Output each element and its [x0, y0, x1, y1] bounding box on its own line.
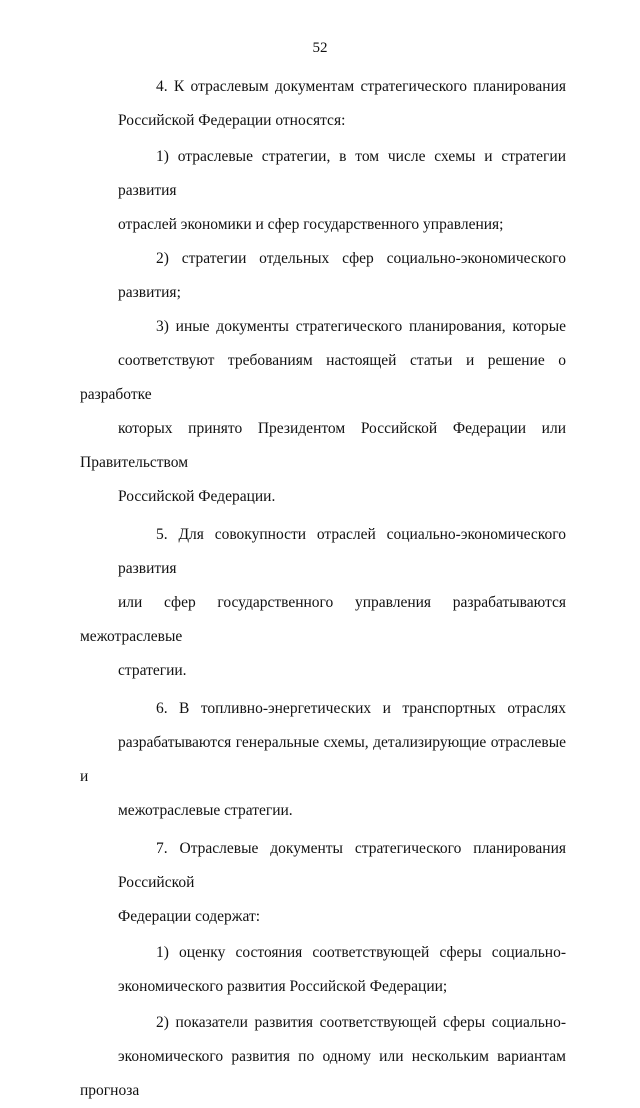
paragraph-6 [80, 692, 566, 828]
text-line: 2) стратегии отдельных сфер социально-экономического развития; [118, 250, 566, 301]
paragraph-4-item-1 [80, 140, 566, 242]
text-line: отраслей экономики и сфер государственного управления; [118, 216, 504, 233]
text-line: 3) иные документы стратегического планирования, которые [156, 318, 566, 335]
text-line: 4. К отраслевым документам стратегического планирования [156, 78, 566, 95]
text-line: 5. Для совокупности отраслей социально-экономического развития [118, 526, 566, 577]
text-line: или сфер государственного управления разрабатываются межотраслевые [80, 594, 566, 645]
paragraph-7-item-2 [80, 1006, 566, 1108]
text-line: экономического развития Российской Федерации; [118, 978, 448, 995]
text-line: 1) отраслевые стратегии, в том числе схемы и стратегии развития [118, 148, 566, 199]
page-number: 52 [312, 40, 328, 56]
text-line: Федерации содержат: [118, 908, 261, 925]
text-line: межотраслевые стратегии. [118, 802, 293, 819]
paragraph-7 [80, 832, 566, 934]
text-line: стратегии. [118, 662, 187, 679]
paragraph-4-item-3 [80, 310, 566, 514]
text-line: 7. Отраслевые документы стратегического планирования Российской [118, 840, 566, 891]
paragraph-4 [80, 70, 566, 138]
text-line: которых принято Президентом Российской Федерации или Правительством [80, 420, 566, 471]
text-line: разрабатываются генеральные схемы, детализирующие отраслевые и [80, 734, 566, 785]
paragraph-4-item-2 [80, 242, 566, 310]
text-line: Российской Федерации. [118, 488, 276, 505]
text-line: соответствуют требованиям настоящей статьи и решение о разработке [80, 352, 566, 403]
document-body [80, 70, 566, 1108]
text-line: 1) оценку состояния соответствующей сферы социально- [156, 944, 566, 961]
text-line: 2) показатели развития соответствующей сферы социально- [156, 1014, 566, 1031]
text-line: экономического развития по одному или нескольким вариантам прогноза [80, 1048, 566, 1099]
text-line: Российской Федерации относятся: [118, 112, 346, 129]
text-line: 6. В топливно-энергетических и транспортных отраслях [156, 700, 566, 717]
paragraph-7-item-1 [80, 936, 566, 1004]
paragraph-5 [80, 518, 566, 688]
